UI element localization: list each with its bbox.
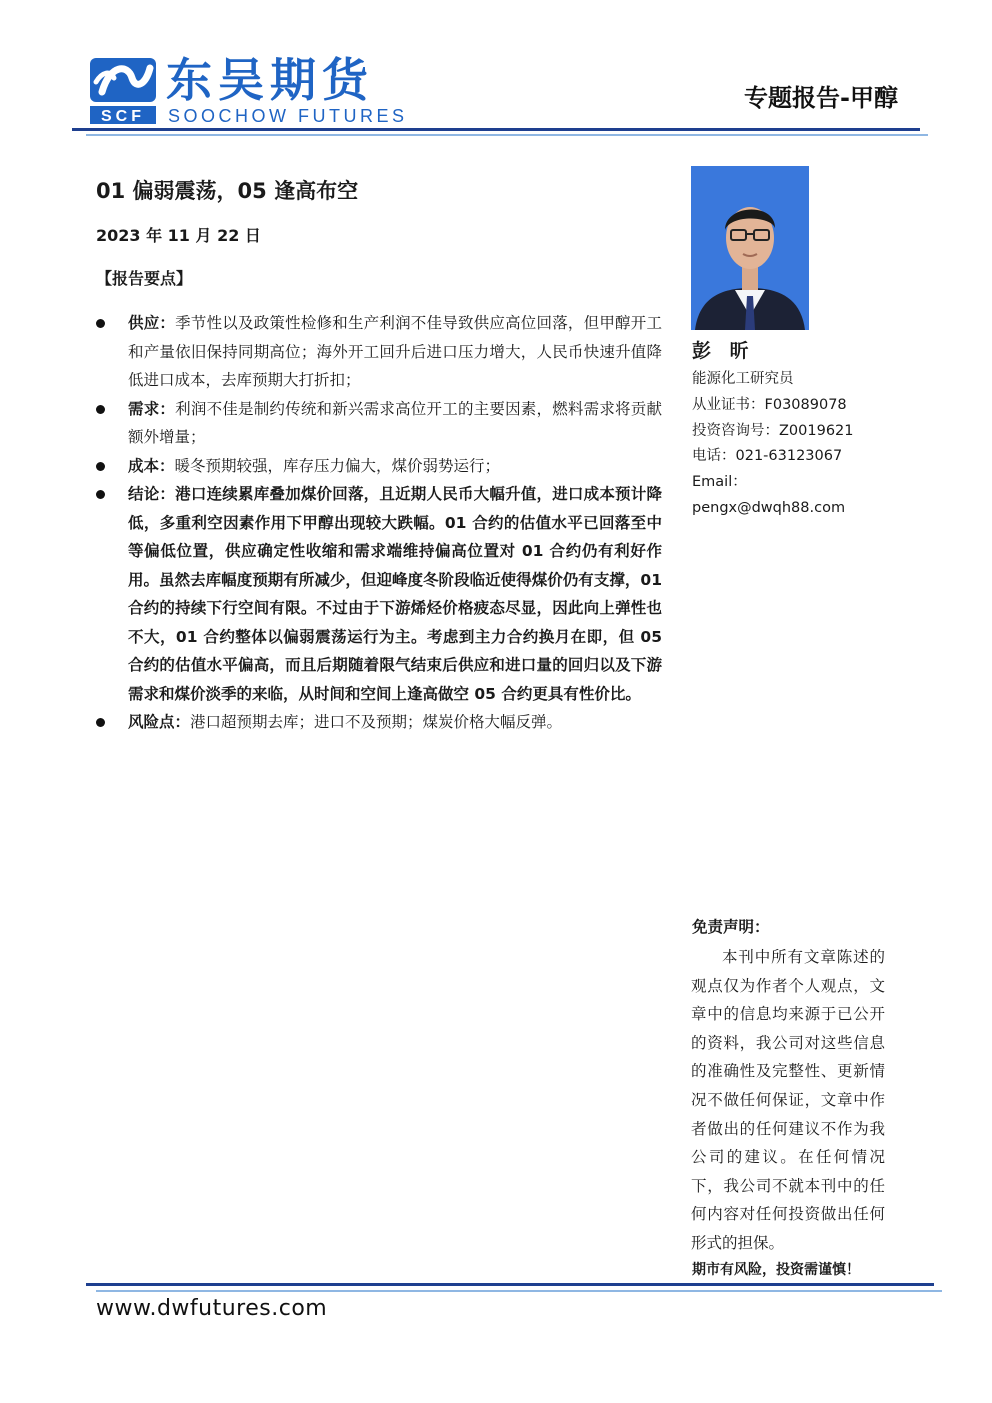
header-rule-dark: [72, 128, 920, 131]
point-label: 成本：: [128, 456, 175, 475]
author-consult-number: 投资咨询号：Z0019621: [692, 422, 854, 439]
list-item: [96, 708, 662, 737]
website-link[interactable]: www.dwfutures.com: [96, 1296, 328, 1321]
report-type: 专题报告-甲醇: [744, 84, 898, 112]
author-info: [692, 367, 854, 522]
point-text: 港口超预期去库；进口不及预期；煤炭价格大幅反弹。: [190, 713, 563, 731]
bullet-icon: [96, 319, 105, 328]
point-label: 结论：: [128, 485, 176, 503]
list-item: [96, 395, 662, 452]
header-rule-light: [86, 134, 928, 136]
bullet-icon: [96, 490, 105, 499]
author-name: 彭 昕: [692, 340, 755, 362]
report-title: 01 偏弱震荡，05 逢高布空: [96, 179, 359, 203]
author-role: 能源化工研究员: [692, 371, 794, 387]
list-item: [96, 309, 662, 395]
footer-rule-light: [96, 1290, 942, 1292]
author-email-label: Email：: [692, 474, 747, 491]
point-label: 需求：: [128, 399, 176, 418]
risk-warning: 期市有风险，投资需谨慎！: [692, 1262, 860, 1278]
point-label: 供应：: [128, 314, 176, 332]
footer-rule-dark: [86, 1283, 934, 1286]
logo-mark-text: SCF: [101, 108, 145, 125]
author-photo: [691, 166, 809, 330]
section-title: 【报告要点】: [96, 269, 193, 288]
company-logo: [88, 54, 408, 130]
bullet-icon: [96, 462, 105, 471]
logo-chinese-name: 东吴期货: [166, 53, 374, 107]
author-portrait-icon: [691, 166, 809, 330]
point-text: 利润不佳是制约传统和新兴需求高位开工的主要因素，燃料需求将贡献额外增量；: [128, 399, 662, 446]
report-date: 2023 年 11 月 22 日: [96, 226, 261, 245]
disclaimer-title: 免责声明：: [692, 918, 770, 936]
list-item: [96, 480, 662, 708]
logo-english-name: SOOCHOW FUTURES: [168, 106, 408, 126]
point-text: 港口连续累库叠加煤价回落，且近期人民币大幅升值，进口成本预计降低，多重利空因素作用下甲醇出现较大跌幅。01 合约的估值水平已回落至中等偏低位置，供应确定性收缩和需求端维持偏高位置对 01 合约仍有利好作用。虽然去库幅度预期有所减少，但迎峰度冬阶段临近使得煤价仍有支撑，01 合约的持续下行空间有限。不过由于下游烯烃价格疲态尽显，因此向上弹性也不大，01 合约整体以偏弱震荡运行为主。考虑到主力合约换月在即，但 05 合约的估值水平偏高，而且后期随着限气结束后供应和进口量的回归以及下游需求和煤价淡季的来临，从时间和空间上逢高做空 05 合约更具有性价比。: [128, 485, 662, 703]
list-item: [96, 452, 662, 481]
point-text: 暖冬预期较强，库存压力偏大，煤价弱势运行；: [174, 456, 501, 475]
bullet-icon: [96, 718, 105, 727]
scf-logo-icon: [88, 56, 158, 126]
disclaimer-body: 本刊中所有文章陈述的观点仅为作者个人观点，文章中的信息均来源于已公开的资料，我公司对这些信息的准确性及完整性、更新情况不做任何保证，文章中作者做出的任何建议不作为我公司的建议。在任何情况下，我公司不就本刊中的任何内容对任何投资做出任何形式的担保。: [691, 948, 885, 1252]
point-label: 风险点：: [128, 713, 191, 731]
bullet-icon: [96, 405, 105, 414]
author-phone: 电话：021-63123067: [692, 448, 843, 465]
author-certificate: 从业证书：F03089078: [692, 396, 847, 413]
key-points-list: [96, 309, 662, 737]
point-text: 季节性以及政策性检修和生产利润不佳导致供应高位回落，但甲醇开工和产量依旧保持同期高位；海外开工回升后进口压力增大，人民币快速升值降低进口成本，去库预期大打折扣；: [128, 314, 662, 389]
author-email[interactable]: pengx@dwqh88.com: [692, 499, 846, 516]
